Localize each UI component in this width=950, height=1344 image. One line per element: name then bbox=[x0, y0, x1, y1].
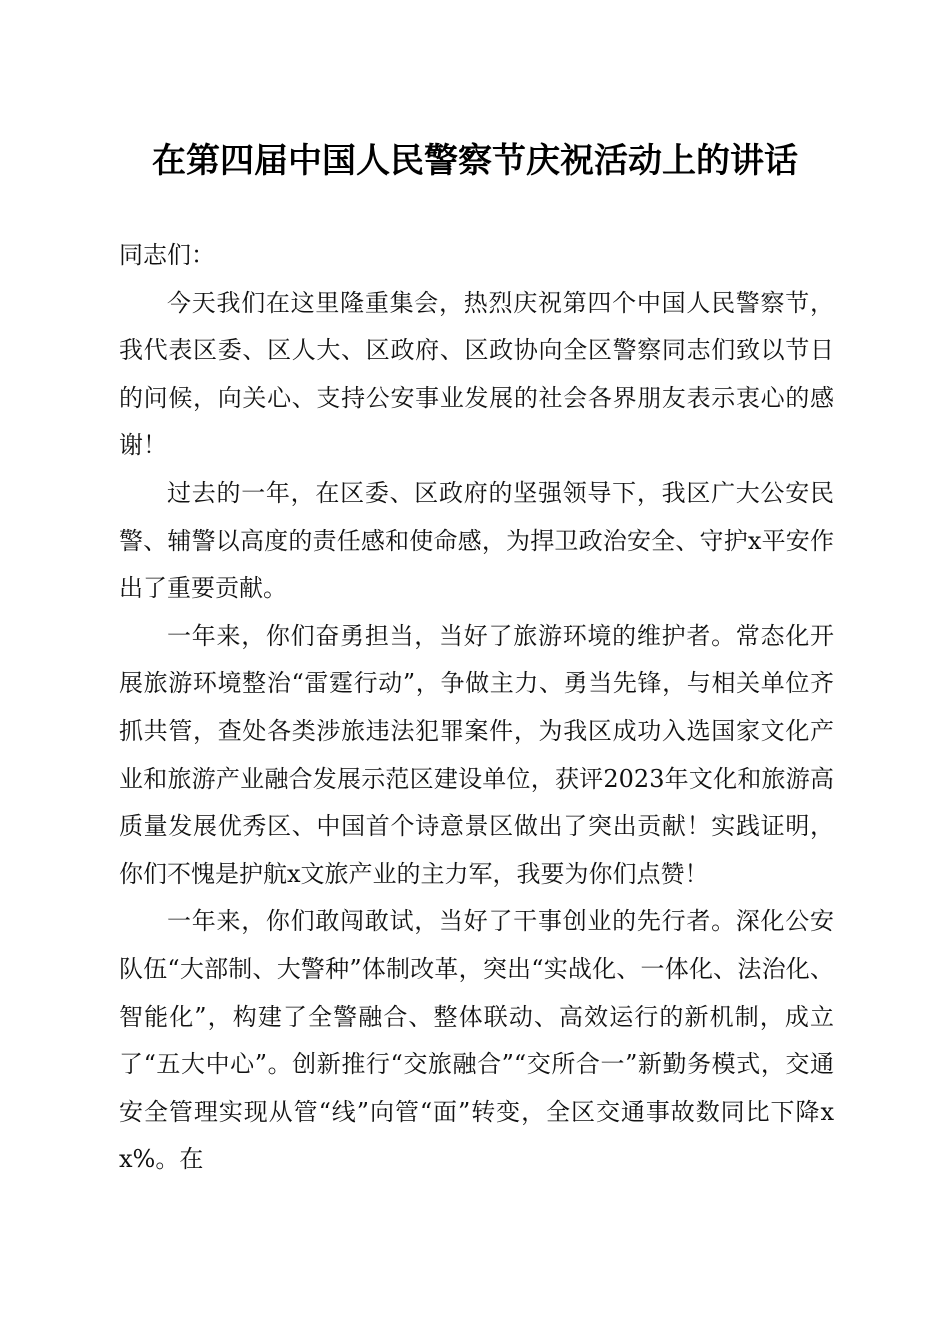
document-title: 在第四届中国人民警察节庆祝活动上的讲话 bbox=[152, 141, 798, 181]
paragraph-2: 过去的一年，在区委、区政府的坚强领导下，我区广大公安民警、辅警以高度的责任感和使命感，为捍卫政治安全、守护x平安作出了重要贡献。 bbox=[119, 478, 834, 603]
paragraph-1: 今天我们在这里隆重集会，热烈庆祝第四个中国人民警察节，我代表区委、区人大、区政府、区政协向全区警察同志们致以节日的问候，向关心、支持公安事业发展的社会各界朋友表示衷心的感谢！ bbox=[119, 288, 834, 460]
salutation: 同志们： bbox=[119, 241, 215, 269]
paragraph-4: 一年来，你们敢闯敢试，当好了干事创业的先行者。深化公安队伍“大部制、大警种”体制改革，突出“实战化、一体化、法治化、智能化”，构建了全警融合、整体联动、高效运行的新机制，成立了“五大中心”。创新推行“交旅融合”“交所合一”新勤务模式，交通安全管理实现从管“线”向管“面”转变，全区交通事故数同比下降xx%。在 bbox=[119, 907, 834, 1174]
paragraph-3: 一年来，你们奋勇担当，当好了旅游环境的维护者。常态化开展旅游环境整治“雷霆行动”，争做主力、勇当先锋，与相关单位齐抓共管，查处各类涉旅违法犯罪案件，为我区成功入选国家文化产业和旅游产业融合发展示范区建设单位，获评2023年文化和旅游高质量发展优秀区、中国首个诗意景区做出了突出贡献！实践证明，你们不愧是护航x文旅产业的主力军，我要为你们点赞！ bbox=[119, 621, 834, 888]
document-body bbox=[119, 232, 834, 1184]
